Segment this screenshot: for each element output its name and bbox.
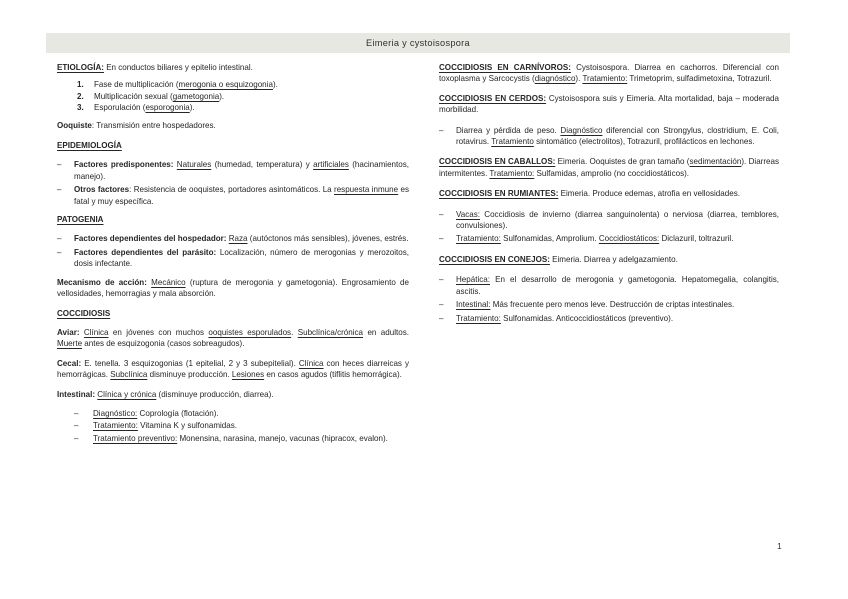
list-item: – Diarrea y pérdida de peso. Diagnóstico diferencial con Strongylus, clostridium, E. Coli, rotavirus. Tratamiento sintomático (electrolitos), Totrazuril, profilácticos en lechones. bbox=[439, 125, 779, 148]
list-item: – Intestinal: Más frecuente pero menos leve. Destrucción de criptas intestinales. bbox=[439, 299, 779, 310]
ooquiste-paragraph: Ooquiste: Transmisión entre hospedadores. bbox=[57, 120, 216, 130]
right-column bbox=[439, 62, 779, 326]
list-item: – Hepática: En el desarrollo de merogonia y gametogonia. Hepatomegalia, colangitis, ascitis. bbox=[439, 274, 779, 297]
cerdos-list bbox=[439, 125, 779, 148]
intestinal-paragraph: Intestinal: Clínica y crónica (disminuye producción, diarrea). bbox=[57, 389, 274, 399]
conejos-paragraph: COCCIDIOSIS EN CONEJOS: Eimeria. Diarrea y adelgazamiento. bbox=[439, 254, 678, 264]
list-item: – Tratamiento: Sulfonamidas. Anticoccidiostáticos (preventivo). bbox=[439, 313, 779, 324]
list-item: – Factores dependientes del parásito: Localización, número de merogonias y merozoitos, dosis infectante. bbox=[57, 247, 409, 270]
patogenia-list bbox=[57, 233, 409, 269]
fases-list bbox=[57, 79, 409, 113]
mecanismo-paragraph: Mecanismo de acción: Mecánico (ruptura de merogonia y gametogonia). Engrosamiento de vellosidades, hemorragias y mala absorción. bbox=[57, 277, 409, 299]
carnivoros-paragraph: COCCIDIOSIS EN CARNÍVOROS: Cystoisospora. Diarrea en cachorros. Diferencial con toxoplasma y Sarcocystis (diagnóstico). Tratamiento: Trimetoprim, sulfadimetoxina, Totrazuril. bbox=[439, 63, 779, 84]
cerdos-paragraph: COCCIDIOSIS EN CERDOS: Cystoisospora suis y Eimeria. Alta mortalidad, baja – moderada morbilidad. bbox=[439, 93, 779, 115]
fase-item: 2. Multiplicación sexual (gametogonia). bbox=[57, 91, 409, 102]
list-item: – Factores predisponentes: Naturales (humedad, temperatura) y artificiales (hacinamientos, manejo). bbox=[57, 159, 409, 182]
list-item: – Otros factores: Resistencia de ooquistes, portadores asintomáticos. La respuesta inmune es fatal y muy específica. bbox=[57, 184, 409, 207]
list-item: – Tratamiento: Vitamina K y sulfonamidas. bbox=[74, 420, 409, 431]
intestinal-list bbox=[57, 408, 409, 444]
header-title: Eimeria y cystoisospora bbox=[366, 38, 470, 48]
rumiantes-paragraph: COCCIDIOSIS EN RUMIANTES: Eimeria. Produce edemas, atrofia en vellosidades. bbox=[439, 189, 740, 199]
epidemiologia-heading: EPIDEMIOLOGÍA bbox=[57, 141, 122, 151]
rumiantes-list bbox=[439, 209, 779, 245]
cecal-paragraph: Cecal: E. tenella. 3 esquizogonias (1 epitelial, 2 y 3 subepitelial). Clínica con heces diarreicas y hemorrágicas. Subclínica disminuye producción. Lesiones en casos agudos (tiflitis hemorrágica). bbox=[57, 358, 410, 380]
list-item: – Vacas: Coccidiosis de invierno (diarrea sanguinolenta) o nerviosa (diarrea, temblores, convulsiones). bbox=[439, 209, 779, 232]
aviar-paragraph: Aviar: Clínica en jóvenes con muchos ooquistes esporulados. Subclínica/crónica en adultos. Muerte antes de esquizogonia (casos sobreagudos). bbox=[57, 327, 409, 349]
left-column bbox=[57, 62, 409, 445]
patogenia-heading: PATOGENIA bbox=[57, 215, 104, 225]
fase-item: 1. Fase de multiplicación (merogonia o esquizogonia). bbox=[57, 79, 409, 90]
fase-item: 3. Esporulación (esporogonia). bbox=[57, 102, 409, 113]
list-item: – Tratamiento preventivo: Monensina, narasina, manejo, vacunas (hipracox, evalon). bbox=[74, 433, 409, 444]
epidemiologia-list bbox=[57, 159, 409, 207]
conejos-list bbox=[439, 274, 779, 324]
coccidiosis-heading: COCCIDIOSIS bbox=[57, 308, 111, 318]
list-item: – Diagnóstico: Coprología (flotación). bbox=[74, 408, 409, 419]
etiologia-paragraph: ETIOLOGÍA: En conductos biliares y epitelio intestinal. bbox=[57, 63, 253, 72]
caballos-paragraph: COCCIDIOSIS EN CABALLOS: Eimeria. Ooquistes de gran tamaño (sedimentación). Diarreas intermitentes. Tratamiento: Sulfamidas, amprolio (no coccidiostáticos). bbox=[439, 157, 779, 178]
page-number: 1 bbox=[777, 541, 782, 551]
list-item: – Tratamiento: Sulfonamidas, Amprolium. Coccidiostáticos: Diclazuril, toltrazuril. bbox=[439, 233, 779, 244]
page-header bbox=[46, 33, 790, 53]
list-item: – Factores dependientes del hospedador: Raza (autóctonos más sensibles), jóvenes, estrés. bbox=[57, 233, 409, 244]
